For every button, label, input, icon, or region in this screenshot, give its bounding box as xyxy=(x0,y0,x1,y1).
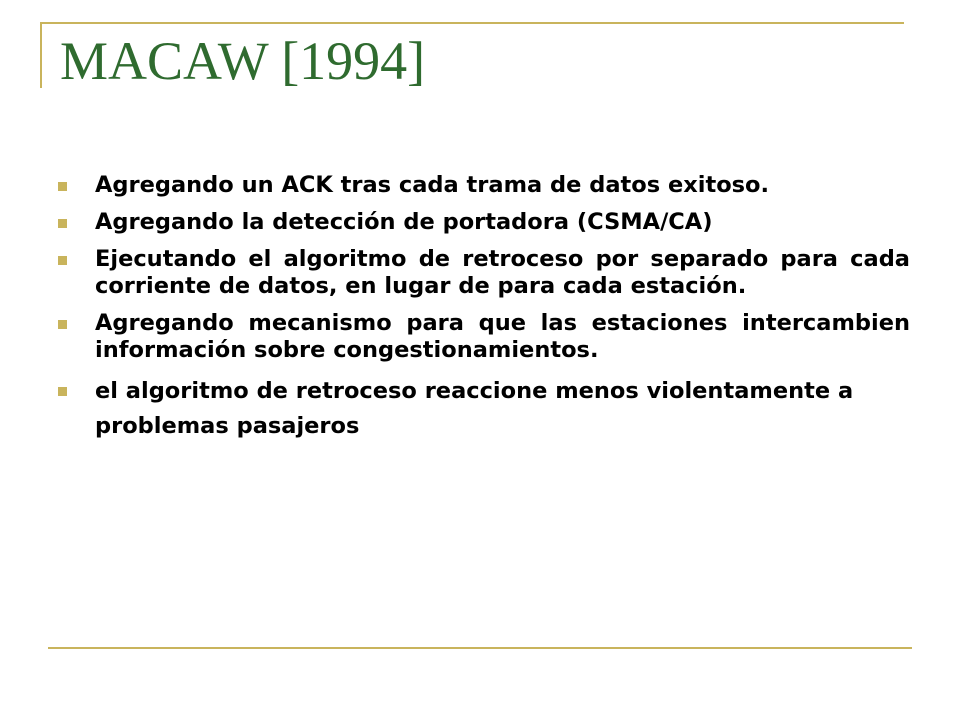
top-divider xyxy=(40,22,904,24)
bottom-divider xyxy=(48,647,912,649)
square-bullet-icon xyxy=(58,256,67,265)
left-accent-line xyxy=(40,22,42,88)
square-bullet-icon xyxy=(58,320,67,329)
bullet-item xyxy=(58,209,910,236)
bullet-item xyxy=(58,374,910,444)
bullet-item xyxy=(58,172,910,199)
bullet-text: Agregando la detección de portadora (CSMA/CA) xyxy=(95,209,713,235)
bullet-text: el algoritmo de retroceso reaccione menos violentamente a problemas pasajeros xyxy=(95,378,854,439)
square-bullet-icon xyxy=(58,182,67,191)
slide-title: MACAW [1994] xyxy=(60,31,426,91)
bullet-item xyxy=(58,310,910,364)
bullet-text: Ejecutando el algoritmo de retroceso por separado para cada corriente de datos, en lugar de para cada estación. xyxy=(95,246,910,299)
bullet-text: Agregando mecanismo para que las estaciones intercambien información sobre congestionamientos. xyxy=(95,310,910,363)
bullet-text: Agregando un ACK tras cada trama de datos exitoso. xyxy=(95,172,770,198)
square-bullet-icon xyxy=(58,387,67,396)
bullet-list xyxy=(58,172,910,454)
square-bullet-icon xyxy=(58,219,67,228)
bullet-item xyxy=(58,246,910,300)
